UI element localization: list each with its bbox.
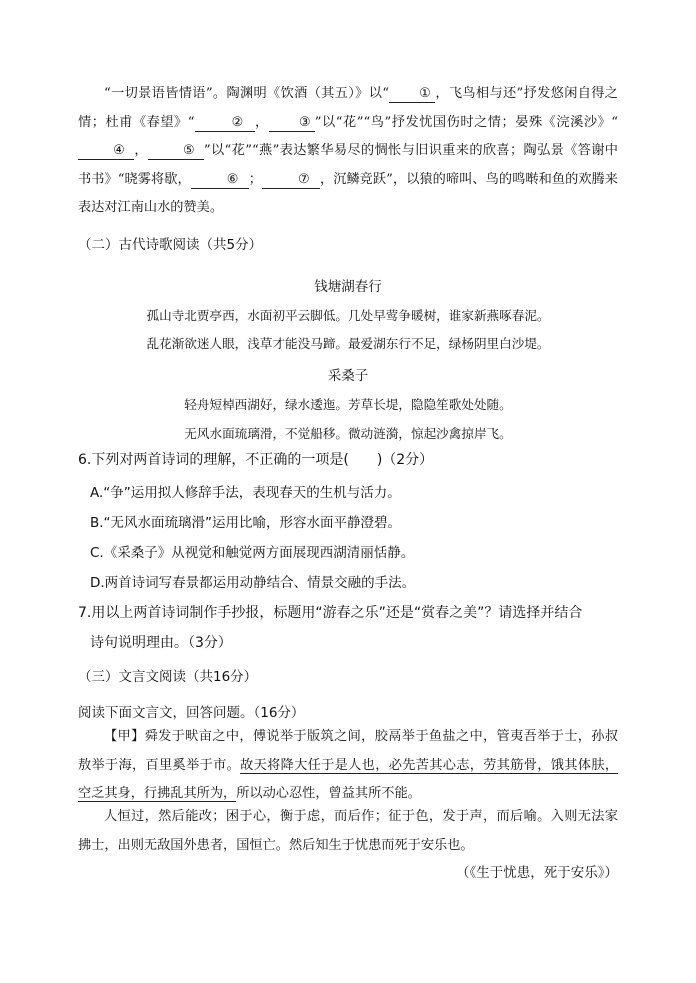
- section-heading-classical: （三）文言文阅读（共16分）: [78, 669, 258, 685]
- blank-6[interactable]: ⑥: [191, 171, 249, 189]
- option-d[interactable]: D.两首诗词写春景都运用动静结合、情景交融的手法。: [90, 575, 416, 591]
- passage-text: 所以动心忍性，曾益其所不能。: [236, 786, 421, 801]
- option-c[interactable]: C.《采桑子》从视觉和触觉两方面展现西湖清丽恬静。: [90, 545, 415, 561]
- blank-7[interactable]: ⑦: [262, 171, 320, 189]
- poem-title-caisangzi: 采桑子: [327, 368, 369, 384]
- reading-instruction: 阅读下面文言文，回答问题。（16分）: [78, 705, 305, 721]
- section-heading-poetry: （二）古代诗歌阅读（共5分）: [78, 237, 263, 253]
- blank-1[interactable]: ①: [389, 85, 435, 103]
- poem-line: 乱花渐欲迷人眼，浅草才能没马蹄。最爱湖东行不足，绿杨阴里白沙堤。: [146, 336, 550, 351]
- poem-line: 轻舟短棹西湖好，绿水逶迤。芳草长堤，隐隐笙歌处处随。: [184, 397, 512, 412]
- question-7-line-2: 诗句说明理由。（3分）: [90, 635, 232, 651]
- passage-jia-para-1: [78, 723, 618, 809]
- intro-text-1: “一切景语皆情语”。陶渊明《饮酒（其五）》以“: [104, 86, 389, 101]
- blank-5[interactable]: ⑤: [148, 142, 204, 160]
- intro-text-3: ，: [254, 114, 269, 130]
- poem-line: 无风水面琉璃滑，不觉船移。微动涟漪，惊起沙禽掠岸飞。: [184, 426, 512, 441]
- intro-text-7: ；: [248, 171, 262, 187]
- intro-text-8: ，沉鳞竞跃”，以猿的啼叫、鸟的鸣啭和鱼的欢腾来表达对江南山水的赞美。: [78, 171, 618, 215]
- passage-jia-para-2: 人恒过，然后能改；困于心，衡于虑，而后作；征于色，发于声，而后喻。入则无法家拂士，出则无敌国外患者，国恒亡。然后知生于忧患而死于安乐也。: [78, 809, 618, 853]
- blank-3[interactable]: ③: [269, 114, 315, 132]
- passage-source: （《生于忧患，死于安乐》）: [456, 865, 618, 881]
- intro-text-2: ，飞鸟相与还”抒发悠闲自得之情；杜甫《春望》“: [78, 86, 618, 130]
- poem-title-qiantang: 钱塘湖春行: [314, 279, 382, 295]
- option-a[interactable]: A.“争”运用拟人修辞手法，表现春天的生机与活力。: [90, 485, 401, 501]
- intro-text-5: ，: [134, 143, 148, 158]
- poem-line: 孤山寺北贾亭西，水面初平云脚低。几处早莺争暖树，谁家新燕啄春泥。: [146, 308, 550, 323]
- intro-text-4: ”以“花”“鸟”抒发忧国伤时之情；晏殊《浣溪沙》“: [314, 114, 619, 130]
- option-b[interactable]: B.“无风水面琉璃滑”运用比喻，形容水面平静澄碧。: [90, 515, 402, 531]
- intro-text-6: ”以“花”“燕”表达繁华易尽的惆怅与旧识重来的欣喜；陶弘景《答谢中书书》“晓雾将歇，: [78, 143, 618, 187]
- passage-label-jia: 【甲】: [104, 729, 145, 744]
- underlined-sentence: 故天将降大任于是人也，必先苦其心志，劳其筋骨，饿其体肤，空乏其身，行拂乱其所为，: [78, 757, 619, 801]
- passage-text: 舜发于畎亩之中，傅说举于版筑之间，胶鬲举于鱼盐之中，管夷吾举于士，孙叔敖举于海，百里奚举于市。: [78, 729, 618, 773]
- question-7-line-1: 7.用以上两首诗词制作手抄报，标题用“游春之乐”还是“赏春之美”？请选择并结合: [78, 605, 583, 621]
- blank-4[interactable]: ④: [78, 142, 134, 160]
- blank-2[interactable]: ②: [195, 114, 255, 132]
- intro-paragraph: [78, 80, 618, 223]
- question-6-stem: 6.下列对两首诗词的理解，不正确的一项是( )（2分）: [78, 452, 434, 468]
